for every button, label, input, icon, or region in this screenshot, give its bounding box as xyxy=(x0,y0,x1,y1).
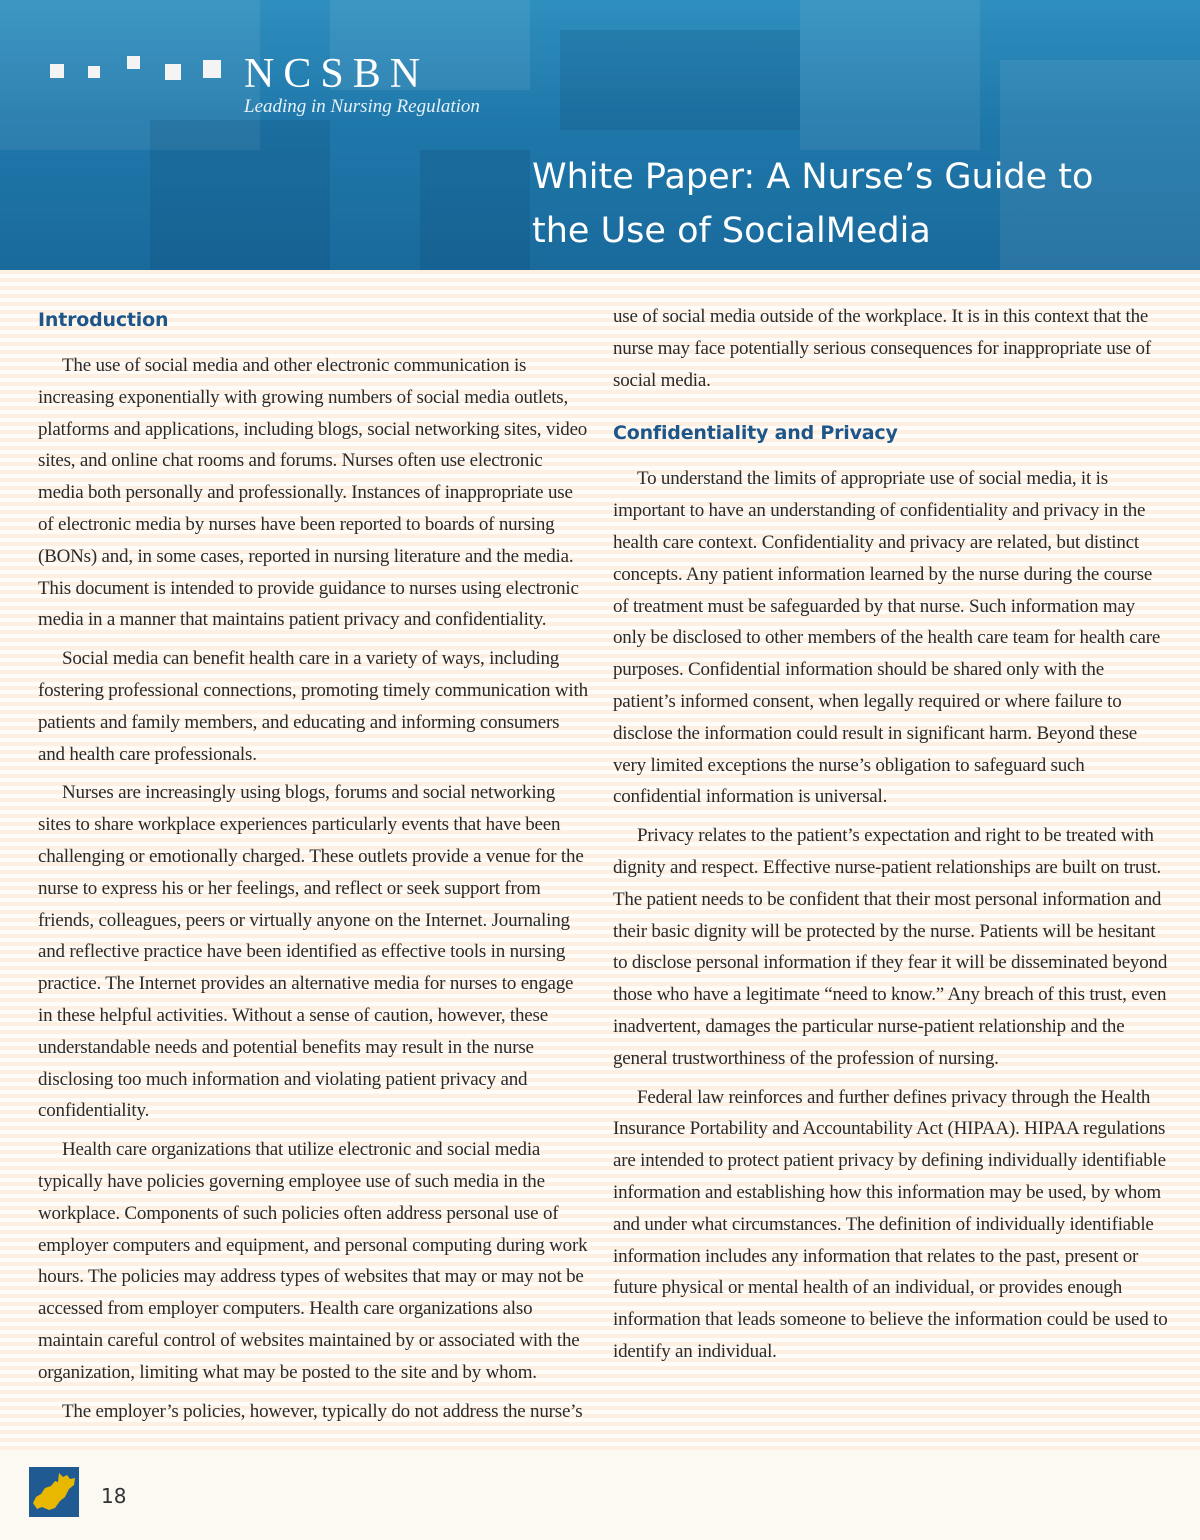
paragraph: Social media can benefit health care in a variety of ways, including fostering professional connections, promoting timely communication with patients and family members, and educating and informing consumers and health care professionals. xyxy=(38,648,588,765)
document-body xyxy=(0,270,1200,1450)
page-number: 18 xyxy=(101,1484,127,1508)
ncsbn-logo-squares-icon xyxy=(50,56,230,86)
paragraph: Health care organizations that utilize electronic and social media typically have policies governing employee use of such media in the workplace. Components of such policies often address personal use of employer computers and equipment, and personal computing during work hours. The policies may address types of websites that may or may not be accessed from employer computers. Health care organizations also maintain careful control of websites maintained by or associated with the organization, limiting what may be posted to the site and by whom. xyxy=(38,1139,588,1383)
paragraph: The employer’s policies, however, typically do not address the nurse’s xyxy=(62,1400,583,1422)
section-heading-confidentiality: Confidentiality and Privacy xyxy=(613,422,898,445)
west-virginia-map-icon xyxy=(29,1467,79,1517)
left-column xyxy=(38,305,590,1434)
title-line-1: White Paper: A Nurse’s Guide to xyxy=(532,157,1094,197)
header-banner xyxy=(0,0,1200,270)
org-tagline: Leading in Nursing Regulation xyxy=(244,96,480,117)
paragraph: Federal law reinforces and further defines privacy through the Health Insurance Portability and Accountability Act (HIPAA). HIPAA regulations are intended to protect patient privacy by defining individually identifiable information and establishing how this information may be used, by whom and under what circumstances. The definition of individually identifiable information includes any information that relates to the past, present or future physical or mental health of an individual, or provides enough information that leads someone to believe the information could be used to identify an individual. xyxy=(613,1086,1168,1362)
paragraph: The use of social media and other electronic communication is increasing exponentially with growing numbers of social media outlets, platforms and applications, including blogs, social networking sites, video sites, and online chat rooms and forums. Nurses often use electronic media both personally and professionally. Instances of inappropriate use of electronic media by nurses have been reported to boards of nursing (BONs) and, in some cases, reported in nursing literature and the media. This document is intended to provide guidance to nurses using electronic media in a manner that maintains patient privacy and confidentiality. xyxy=(38,355,588,631)
paragraph-continuation: use of social media outside of the workplace. It is in this context that the nurse may face potentially serious consequences for inappropriate use of social media. xyxy=(613,306,1151,391)
banner-tile xyxy=(800,0,980,150)
org-name: NCSBN xyxy=(244,51,430,97)
title-line-2: the Use of SocialMedia xyxy=(532,211,931,251)
paragraph: Privacy relates to the patient’s expectation and right to be treated with dignity and respect. Effective nurse-patient relationships are built on trust. The patient needs to be confident that their most personal information and their basic dignity will be protected by the nurse. Patients will be hesitant to disclose personal information if they fear it will be disseminated beyond those who have a legitimate “need to know.” Any breach of this trust, even inadvertent, damages the particular nurse-patient relationship and the general trustworthiness of the profession of nursing. xyxy=(613,825,1168,1069)
section-heading-introduction: Introduction xyxy=(38,309,169,331)
page-title xyxy=(532,150,1172,258)
paragraph: Nurses are increasingly using blogs, forums and social networking sites to share workplace experiences particularly events that have been challenging or emotionally charged. These outlets provide a venue for the nurse to express his or her feelings, and reflect or seek support from friends, colleagues, peers or virtually anyone on the Internet. Journaling and reflective practice have been identified as effective tools in nursing practice. The Internet provides an alternative media for nurses to engage in these helpful activities. Without a sense of caution, however, these understandable needs and potential benefits may result in the nurse disclosing too much information and violating patient privacy and confidentiality. xyxy=(38,782,584,1122)
right-column xyxy=(613,301,1169,1375)
banner-tile xyxy=(150,120,330,270)
paragraph: To understand the limits of appropriate use of social media, it is important to have an understanding of confidentiality and privacy in the health care context. Confidentiality and privacy are related, but distinct concepts. Any patient information learned by the nurse during the course of treatment must be safeguarded by that nurse. Such information may only be disclosed to other members of the health care team for health care purposes. Confidential information should be shared only with the patient’s informed consent, when legally required or where failure to disclose the information could result in significant harm. Beyond these very limited exceptions the nurse’s obligation to safeguard such confidential information is universal. xyxy=(613,468,1161,808)
banner-tile xyxy=(420,150,530,270)
banner-tile xyxy=(560,30,800,130)
